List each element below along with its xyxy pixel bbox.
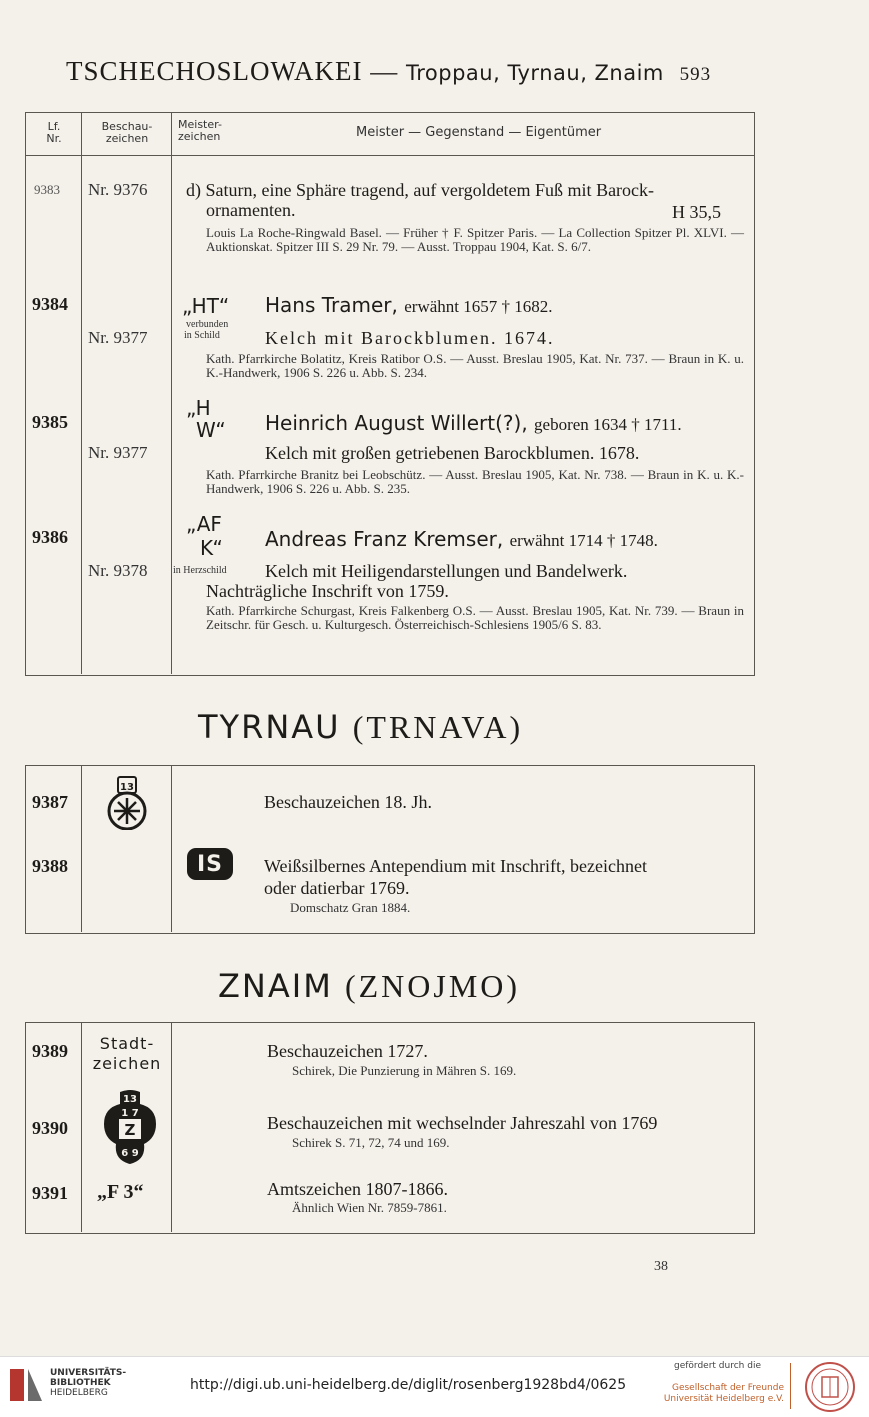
entry-number: 9383 — [34, 182, 60, 197]
stadtzeichen-label — [84, 1034, 170, 1074]
stadtzeichen-label-line2: zeichen — [92, 1054, 162, 1073]
column-divider — [81, 765, 82, 932]
entry-number: 9385 — [32, 412, 68, 432]
column-header-main: Meister — Gegenstand — Eigentümer — [356, 125, 602, 140]
library-name-line2: BIBLIOTHEK — [50, 1378, 111, 1388]
master-name-text: Hans Tramer, — [265, 293, 398, 317]
stadtzeichen-label-line1: Stadt- — [99, 1034, 155, 1053]
entry-object: Kelch mit großen getriebenen Barockblumen. 1678. — [265, 443, 640, 463]
city-mark-mid: 1 7 — [121, 1108, 139, 1119]
entry-number: 9390 — [32, 1118, 68, 1138]
entry-description: d) Saturn, eine Sphäre tragend, auf vergoldetem Fuß mit Barock- — [186, 180, 655, 200]
section-title-paren: (ZNOJMO) — [344, 968, 521, 1004]
city-mark-wheel-icon — [104, 776, 150, 830]
library-name — [50, 1368, 126, 1398]
page-header — [66, 56, 711, 87]
entry-references: Kath. Pfarrkirche Branitz bei Leobschütz. — Ausst. Breslau 1905, Kat. Nr. 738. — Braun in K. u. K.-Handwerk, 1906 S. 226 u. Abb. S. 235. — [206, 467, 744, 496]
entry-references: Schirek, Die Punzierung in Mähren S. 169. — [292, 1063, 517, 1078]
entry-description: Beschauzeichen 18. Jh. — [264, 792, 432, 812]
city-mark-bottom: 6 9 — [121, 1148, 139, 1159]
entry-description: Weißsilbernes Antependium mit Inschrift, bezeichnet — [264, 856, 647, 876]
column-header-beschau: Beschau- zeichen — [101, 120, 153, 145]
entry-references: Ähnlich Wien Nr. 7859-7861. — [292, 1200, 447, 1215]
master-dates: erwähnt 1714 † 1748. — [509, 531, 658, 550]
entry-number: 9384 — [32, 294, 68, 314]
footer-bar — [0, 1356, 869, 1417]
entry-references: Kath. Pfarrkirche Schurgast, Kreis Falkenberg O.S. — Ausst. Breslau 1905, Kat. Nr. 739. — Braun in Zeitschr. für Gesch. u. Kulturgesch. Österreichisch-Schlesiens 1905/6 S. 83. — [206, 603, 744, 632]
column-divider — [81, 1022, 82, 1232]
society-name-line2: Universität Heidelberg e.V. — [663, 1394, 784, 1404]
official-mark: „F 3“ — [97, 1181, 144, 1203]
entry-object: Kelch mit Heiligendarstellungen und Bandelwerk. — [265, 561, 628, 581]
city-mark-shield-icon — [100, 1088, 160, 1166]
city-mark-letter: Z — [124, 1121, 136, 1139]
section-title-tyrnau — [198, 708, 523, 746]
section-title-znaim — [218, 967, 520, 1005]
funded-by-label: gefördert durch die — [674, 1361, 761, 1371]
entry-number: 9388 — [32, 856, 68, 876]
maker-mark-note: in Schild — [184, 330, 220, 341]
maker-mark-note: verbunden — [186, 319, 229, 330]
entry-references: Schirek S. 71, 72, 74 und 169. — [292, 1135, 450, 1150]
maker-mark-is-icon — [187, 848, 233, 880]
beschau-reference: Nr. 9377 — [88, 328, 148, 347]
source-url-link[interactable]: http://digi.ub.uni-heidelberg.de/diglit/rosenberg1928bd4/0625 — [190, 1377, 627, 1393]
maker-mark: „HT“ — [182, 294, 230, 318]
society-name — [660, 1383, 784, 1405]
library-name-line3: HEIDELBERG — [50, 1388, 108, 1398]
maker-mark-bottom: K“ — [200, 536, 223, 560]
entry-references: Domschatz Gran 1884. — [290, 900, 411, 915]
column-header-lf: Lf. Nr. — [46, 120, 62, 145]
beschau-reference: Nr. 9378 — [88, 561, 148, 580]
master-dates: erwähnt 1657 † 1682. — [404, 297, 553, 316]
maker-mark-top: „H — [186, 396, 211, 420]
master-name-text: Heinrich August Willert(?), — [265, 411, 528, 435]
header-country: TSCHECHOSLOWAKEI — [66, 56, 363, 86]
university-seal-icon — [804, 1361, 856, 1413]
entry-description: ornamenten. — [206, 200, 296, 220]
entry-references: Kath. Pfarrkirche Bolatitz, Kreis Ratibor O.S. — Ausst. Breslau 1905, Kat. Nr. 737. — Braun in K. u. K.-Handwerk, 1906 S. 226 u. Abb. S. 234. — [206, 351, 744, 380]
entry-description: Beschauzeichen 1727. — [267, 1041, 428, 1061]
printed-page-number: 38 — [654, 1259, 668, 1274]
maker-mark-note: in Herzschild — [173, 565, 227, 576]
entry-number: 9389 — [32, 1041, 68, 1061]
beschau-reference: Nr. 9377 — [88, 443, 148, 462]
section-title-text: ZNAIM — [218, 967, 333, 1005]
footer-divider — [790, 1363, 791, 1409]
entry-description: Beschauzeichen mit wechselnder Jahreszahl von 1769 — [267, 1113, 658, 1133]
entry-number: 9386 — [32, 527, 68, 547]
maker-mark-letters: IS — [196, 851, 224, 877]
maker-mark-top: „AF — [186, 512, 222, 536]
entry-height: H 35,5 — [672, 202, 721, 222]
entry-description: Amtszeichen 1807-1866. — [267, 1179, 448, 1199]
library-name-line1: UNIVERSITÄTS- — [50, 1368, 127, 1378]
city-mark-number: 13 — [120, 782, 134, 793]
column-divider — [171, 765, 172, 932]
column-divider — [171, 1022, 172, 1232]
master-dates: geboren 1634 † 1711. — [534, 415, 682, 434]
city-mark-top: 13 — [123, 1094, 137, 1105]
library-logo-icon — [8, 1365, 44, 1405]
column-divider — [81, 112, 82, 674]
header-places: Troppau, Tyrnau, Znaim — [406, 61, 664, 85]
entry-number: 9387 — [32, 792, 68, 812]
column-divider — [171, 112, 172, 674]
entry-object-continued: Nachträgliche Inschrift von 1759. — [206, 581, 449, 601]
entry-references: Louis La Roche-Ringwald Basel. — Früher † F. Spitzer Paris. — La Collection Spitzer Pl. XLVI. — Auktionskat. Spitzer III S. 29 Nr. 79. — Ausst. Troppau 1904, Kat. S. 6/7. — [206, 225, 744, 254]
beschau-reference: Nr. 9376 — [88, 180, 148, 199]
maker-mark-bottom: W“ — [196, 418, 226, 442]
table-header-rule — [25, 155, 754, 156]
entry-number: 9391 — [32, 1183, 68, 1203]
master-name — [265, 411, 682, 435]
section-title-paren: (TRNAVA) — [352, 709, 524, 745]
master-name — [265, 293, 553, 317]
header-page-number: 593 — [679, 64, 712, 85]
society-name-line1: Gesellschaft der Freunde — [671, 1383, 784, 1393]
entry-description-continued: oder datierbar 1769. — [264, 878, 410, 898]
master-name — [265, 527, 658, 551]
master-name-text: Andreas Franz Kremser, — [265, 527, 504, 551]
entry-object: Kelch mit Barockblumen. 1674. — [265, 328, 555, 348]
column-header-meister: Meister- zeichen — [178, 118, 222, 143]
header-dash: — — [370, 56, 399, 86]
section-title-text: TYRNAU — [198, 708, 341, 746]
